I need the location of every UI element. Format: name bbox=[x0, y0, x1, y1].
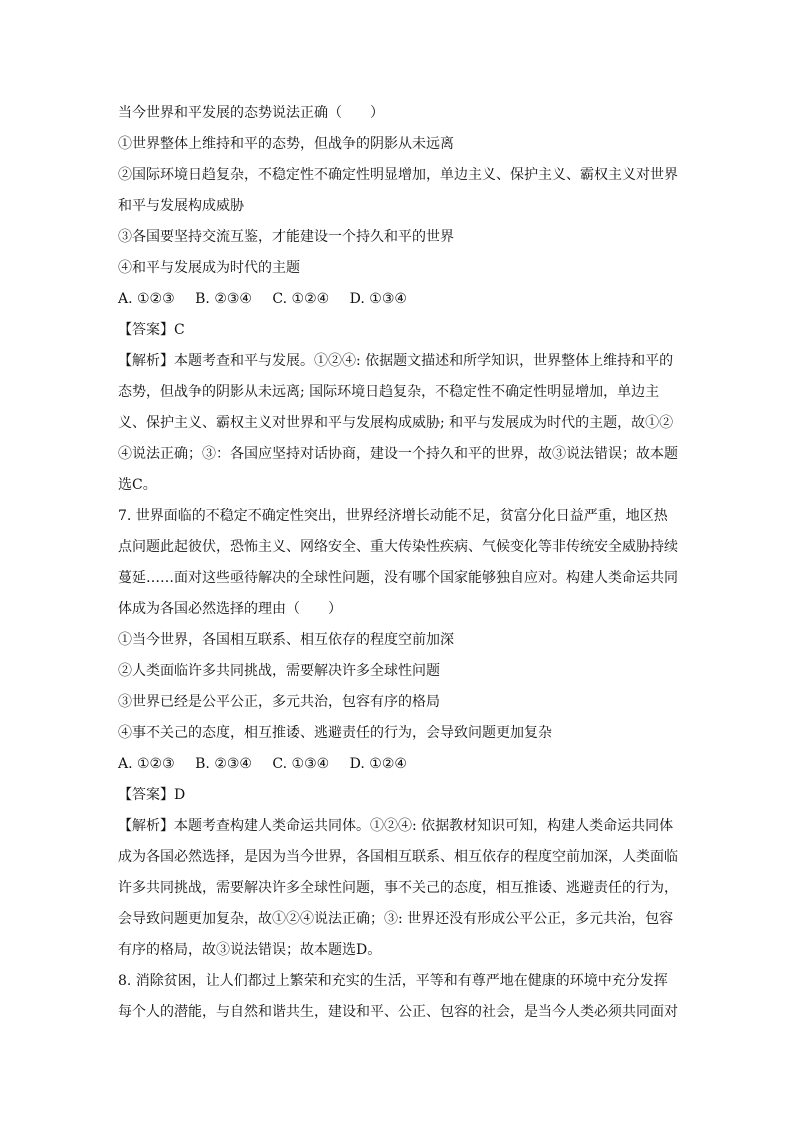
option-c: C. ①②④ bbox=[272, 291, 330, 307]
question-7-item-4: ④事不关己的态度，相互推诿、逃避责任的行为，会导致问题更加复杂 bbox=[118, 725, 552, 741]
option-b: B. ②③④ bbox=[195, 291, 252, 307]
question-8-stem: 8. 消除贫困，让人们都过上繁荣和充实的生活，平等和有尊严地在健康的环境中充分发挥每个人的潜能，与自然和谐共生，建设和平、公正、包容的社会，是当今人类必须共同面对 bbox=[118, 973, 678, 1020]
question-6-stem: 当今世界和平发展的态势说法正确（ ） bbox=[118, 105, 384, 121]
question-6-item-3: ③各国要坚持交流互鉴，才能建设一个持久和平的世界 bbox=[118, 229, 454, 245]
question-7-stem: 7. 世界面临的不稳定不确定性突出，世界经济增长动能不足，贫富分化日益严重，地区热点问题此起彼伏，恐怖主义、网络安全、重大传染性疾病、气候变化等非传统安全威胁持续蔓延……面对这些亟待解决的全球性问题，没有哪个国家能够独自应对。构建人类命运共同体成为各国必然选择的理由（ ） bbox=[118, 508, 678, 617]
question-7-options bbox=[118, 749, 678, 780]
option-d: D. ①②④ bbox=[349, 756, 407, 772]
question-6-item-1: ①世界整体上维持和平的态势，但战争的阴影从未远离 bbox=[118, 136, 454, 152]
question-6-item-2: ②国际环境日趋复杂，不稳定性不确定性明显增加，单边主义、保护主义、霸权主义对世界和平与发展构成威胁 bbox=[118, 167, 678, 214]
question-6-item-4: ④和平与发展成为时代的主题 bbox=[118, 260, 300, 276]
question-7-item-3: ③世界已经是公平公正，多元共治，包容有序的格局 bbox=[118, 694, 440, 710]
option-c: C. ①③④ bbox=[272, 756, 330, 772]
question-7-item-1: ①当今世界，各国相互联系、相互依存的程度空前加深 bbox=[118, 632, 454, 648]
question-6-answer: 【答案】C bbox=[118, 322, 185, 338]
document-page bbox=[118, 98, 678, 1028]
question-6-options bbox=[118, 284, 678, 315]
option-d: D. ①③④ bbox=[349, 291, 407, 307]
question-6-analysis: 【解析】本题考查和平与发展。①②④: 依据题文描述和所学知识，世界整体上维持和平的态势，但战争的阴影从未远离; 国际环境日趋复杂，不稳定性不确定性明显增加，单边主义、保护主义、霸权主义对世界和平与发展构成威胁; 和平与发展成为时代的主题，故①②④说法正确；③：各国应坚持对话协商，建设一个持久和平的世界，故③说法错误；故本题选C。 bbox=[118, 353, 678, 493]
question-7-answer: 【答案】D bbox=[118, 787, 186, 803]
option-a: A. ①②③ bbox=[118, 756, 175, 772]
option-a: A. ①②③ bbox=[118, 291, 175, 307]
option-b: B. ②③④ bbox=[195, 756, 252, 772]
question-7-item-2: ②人类面临许多共同挑战，需要解决许多全球性问题 bbox=[118, 663, 440, 679]
question-7-analysis: 【解析】本题考查构建人类命运共同体。①②④: 依据教材知识可知，构建人类命运共同体成为各国必然选择，是因为当今世界，各国相互联系、相互依存的程度空前加深，人类面临许多共同挑战，需要解决许多全球性问题，事不关己的态度，相互推诿、逃避责任的行为，会导致问题更加复杂，故①②④说法正确；③: 世界还没有形成公平公正，多元共治，包容有序的格局，故③说法错误；故本题选D。 bbox=[118, 818, 678, 958]
